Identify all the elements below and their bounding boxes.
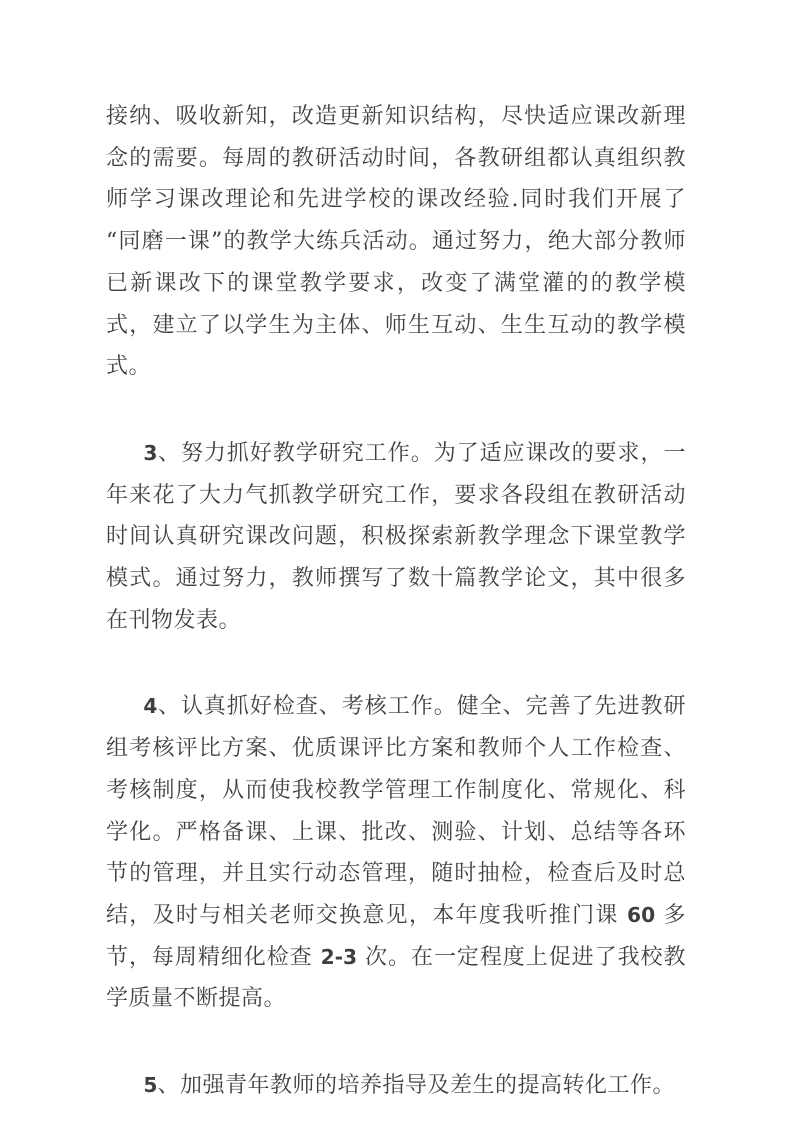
paragraph-item-5: 5、加强青年教师的培养指导及差生的提高转化工作。 [143,1073,675,1099]
paragraph-continuation: 接纳、吸收新知，改造更新知识结构，尽快适应课改新理念的需要。每周的教研活动时间，各教研组都认真组织教师学习课改理论和先进学校的课改经验.同时我们开展了“同磨一课”的教学大练兵活动。通过努力，绝大部分教师已新课改下的课堂教学要求，改变了满堂灌的的教学模式，建立了以学生为主体、师生互动、生生互动的教学模式。 [106,104,686,380]
text-column [106,96,686,1107]
paragraph-item-4: 4、认真抓好检查、考核工作。健全、完善了先进教研组考核评比方案、优质课评比方案和教师个人工作检查、考核制度，从而使我校教学管理工作制度化、常规化、科学化。严格备课、上课、批改、测验、计划、总结等各环节的管理，并且实行动态管理，随时抽检，检查后及时总结，及时与相关老师交换意见，本年度我听推门课 60 多节，每周精细化检查 2-3 次。在一定程度上促进了我校教学质量不断提高。 [106,694,687,1012]
paragraph-item-3: 3、努力抓好教学研究工作。为了适应课改的要求，一年来花了大力气抓教学研究工作，要求各段组在教研活动时间认真研究课改问题，积极探索新教学理念下课堂教学模式。通过努力，教师撰写了数十篇教学论文，其中很多在刊物发表。 [106,440,686,633]
